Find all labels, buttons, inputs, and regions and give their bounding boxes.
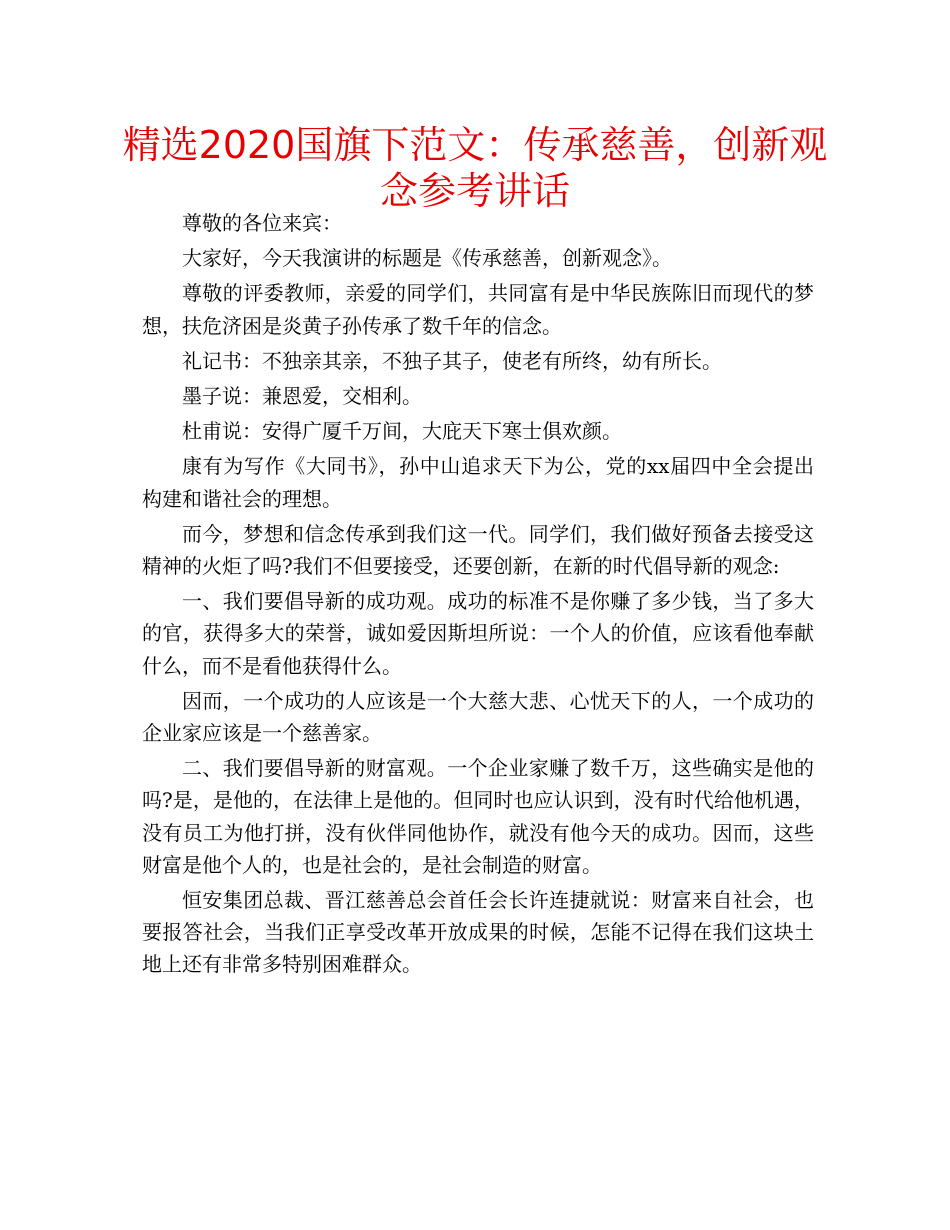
paragraph-greeting: 尊敬的各位来宾： bbox=[182, 211, 342, 235]
paragraph-xu-lianjie: 恒安集团总裁、晋江慈善总会首任会长许连捷就说：财富来自社会，也要报答社会，当我们正享受改革开放成果的时候，怎能不记得在我们这块土地上还有非常多特别困难群众。 bbox=[142, 888, 814, 977]
document-body bbox=[142, 207, 814, 984]
paragraph-liji-quote: 礼记书：不独亲其亲，不独子其子，使老有所终，幼有所长。 bbox=[182, 348, 722, 373]
paragraph-mozi-quote: 墨子说：兼恩爱，交相利。 bbox=[182, 384, 422, 409]
paragraph-wealth-view: 二、我们要倡导新的财富观。一个企业家赚了数千万，这些确实是他的吗?是，是他的，在法律上是他的。但同时也应认识到，没有时代给他机遇，没有员工为他打拼，没有伙伴同他协作，就没有他今天的成功。因而，这些财富是他个人的，也是社会的，是社会制造的财富。 bbox=[142, 756, 814, 877]
paragraph-success-view: 一、我们要倡导新的成功观。成功的标准不是你赚了多少钱，当了多大的官，获得多大的荣誉，诚如爱因斯坦所说：一个人的价值，应该看他奉献什么，而不是看他获得什么。 bbox=[142, 589, 814, 678]
paragraph-datong: 康有为写作《大同书》，孙中山追求天下为公，党的xx届四中全会提出构建和谐社会的理想。 bbox=[142, 454, 814, 511]
paragraph-opening: 尊敬的评委教师，亲爱的同学们，共同富有是中华民族陈旧而现代的梦想，扶危济困是炎黄子孙传承了数千年的信念。 bbox=[142, 281, 814, 338]
document-title: 精选2020国旗下范文：传承慈善，创新观念参考讲话 bbox=[122, 123, 828, 213]
paragraph-successful-person: 因而，一个成功的人应该是一个大慈大悲、心忧天下的人，一个成功的企业家应该是一个慈善家。 bbox=[142, 688, 814, 746]
paragraph-dufu-quote: 杜甫说：安得广厦千万间，大庇天下寒士俱欢颜。 bbox=[182, 419, 622, 444]
paragraph-inheritance: 而今，梦想和信念传承到我们这一代。同学们，我们做好预备去接受这精神的火炬了吗?我们不但要接受，还要创新，在新的时代倡导新的观念: bbox=[142, 521, 814, 579]
paragraph-speech-title: 大家好，今天我演讲的标题是《传承慈善，创新观念》。 bbox=[182, 246, 672, 271]
